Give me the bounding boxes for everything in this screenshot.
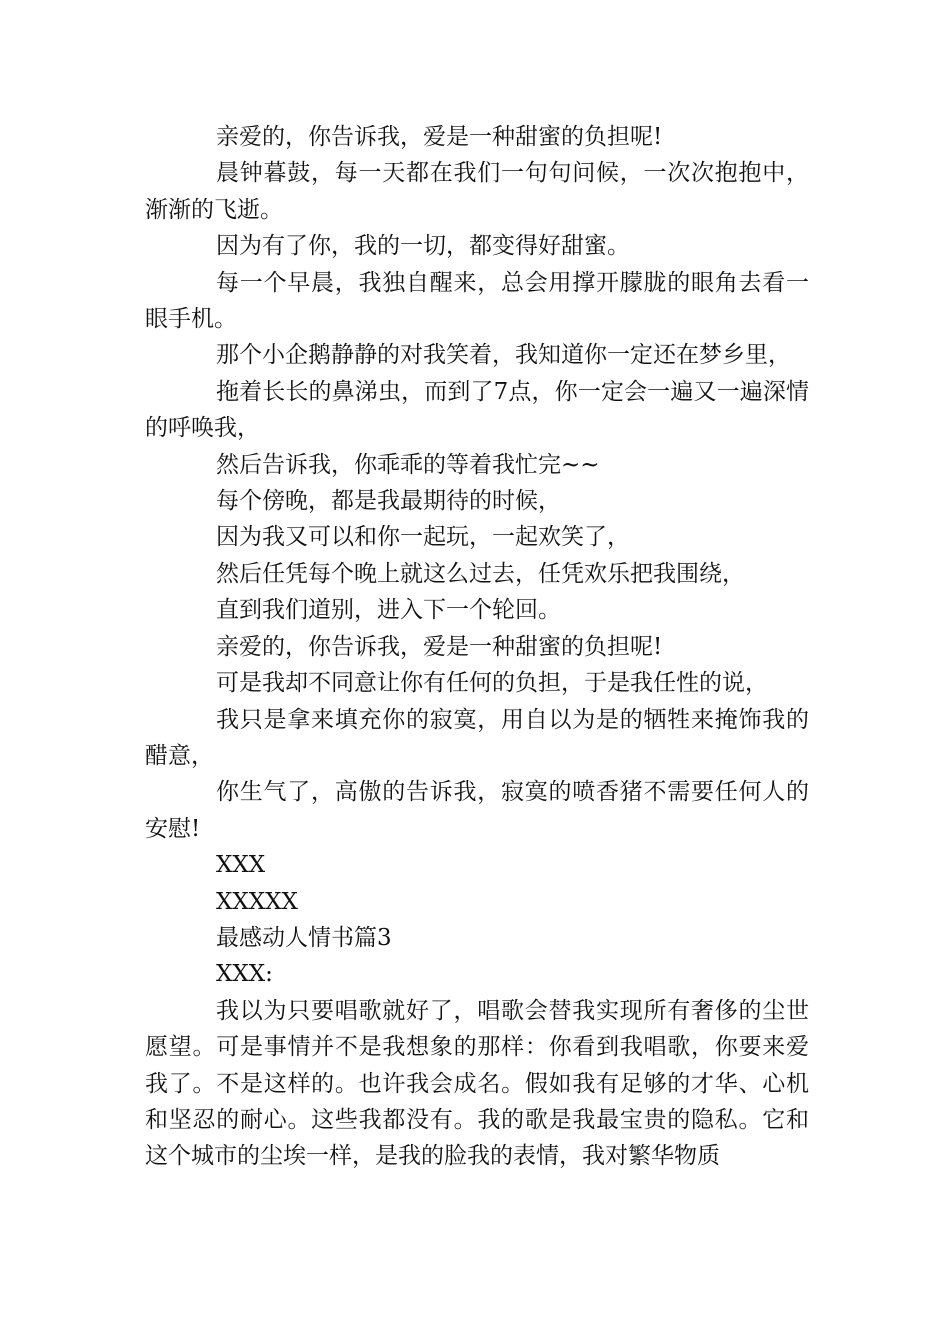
paragraph-2: 晨钟暮鼓，每一天都在我们一句句问候，一次次抱抱中，渐渐的飞逝。 (145, 160, 809, 223)
paragraph-5: 那个小企鹅静静的对我笑着，我知道你一定还在梦乡里， (216, 342, 791, 369)
paragraph-4: 每一个早晨，我独自醒来，总会用撑开朦胧的眼角去看一眼手机。 (145, 269, 809, 333)
paragraph-12: 亲爱的，你告诉我，爱是一种甜蜜的负担呢! (216, 633, 663, 660)
paragraph-13: 可是我却不同意让你有任何的负担，于是我任性的说， (216, 670, 768, 697)
paragraph-15: 你生气了，高傲的告诉我，寂寞的喷香猪不需要任何人的安慰! (145, 779, 809, 842)
paragraph-body-3: 我以为只要唱歌就好了，唱歌会替我实现所有奢侈的尘世愿望。可是事情并不是我想象的那样：你看到我唱歌，你要来爱我了。不是这样的。也许我会成名。假如我有足够的才华、心机和坚忍的耐心。这些我都没有。我的歌是我最宝贵的隐私。它和这个城市的尘埃一样，是我的脸我的表情，我对繁华物质 (145, 997, 809, 1170)
paragraph-10: 然后任凭每个晚上就这么过去，任凭欢乐把我围绕， (216, 560, 745, 587)
salutation: XXX: (216, 961, 273, 988)
paragraph-6: 拖着长长的鼻涕虫，而到了7点，你一定会一遍又一遍深情的呼唤我， (145, 378, 809, 442)
signature-line-2: XXXXX (216, 888, 298, 915)
paragraph-1: 亲爱的，你告诉我，爱是一种甜蜜的负担呢! (216, 124, 663, 150)
paragraph-7: 然后告诉我，你乖乖的等着我忙完~~ (216, 451, 600, 478)
signature-line-1: XXX (216, 852, 266, 879)
paragraph-3: 因为有了你，我的一切，都变得好甜蜜。 (216, 233, 630, 260)
paragraph-8: 每个傍晚，都是我最期待的时候， (216, 488, 561, 515)
paragraph-14: 我只是拿来填充你的寂寞，用自以为是的牺牲来掩饰我的醋意， (145, 706, 809, 769)
document-body (145, 119, 809, 1175)
paragraph-11: 直到我们道别，进入下一个轮回。 (216, 597, 561, 624)
paragraph-9: 因为我又可以和你一起玩，一起欢笑了， (216, 524, 630, 551)
section-heading: 最感动人情书篇3 (216, 924, 392, 951)
